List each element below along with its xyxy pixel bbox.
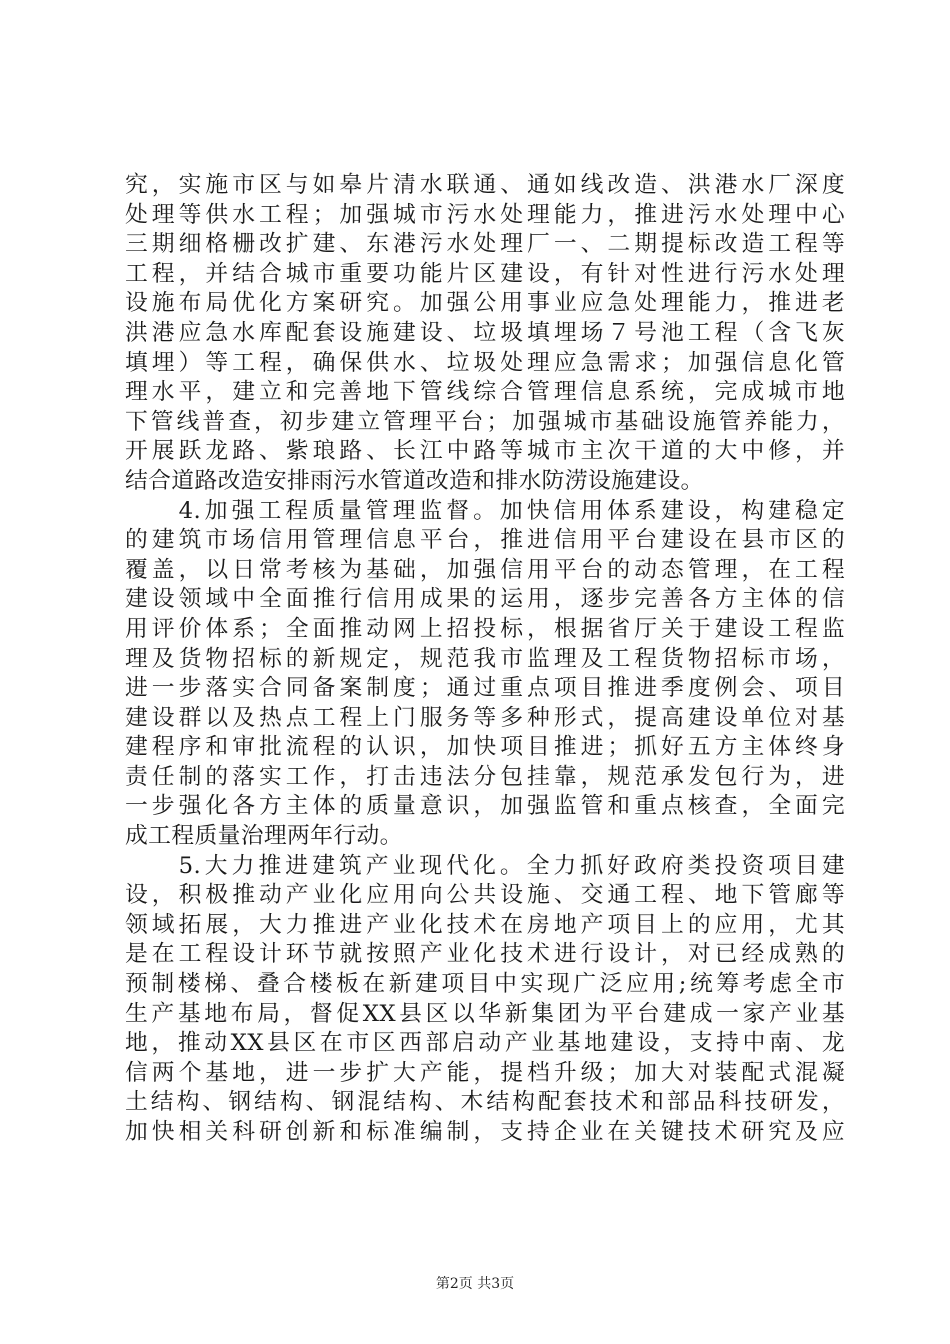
body-line: 结合道路改造安排雨污水管道改造和排水防涝设施建设。 bbox=[125, 467, 704, 494]
body-line: 设施布局优化方案研究。加强公用事业应急处理能力，推进老 bbox=[125, 290, 845, 317]
body-line: 领域拓展，大力推进产业化技术在房地产项目上的应用，尤其 bbox=[125, 911, 845, 938]
page-footer: 第2页 共3页 bbox=[435, 1276, 515, 1292]
body-line: 理及货物招标的新规定，规范我市监理及工程货物招标市场， bbox=[125, 645, 845, 672]
body-line: 下管线普查，初步建立管理平台；加强城市基础设施管养能力， bbox=[125, 408, 845, 435]
body-line: 4.加强工程质量管理监督。加快信用体系建设，构建稳定 bbox=[125, 497, 845, 524]
body-line: 预制楼梯、叠合楼板在新建项目中实现广泛应用;统筹考虑全市 bbox=[125, 971, 845, 998]
body-line: 理水平，建立和完善地下管线综合管理信息系统，完成城市地 bbox=[125, 379, 845, 406]
body-line: 的建筑市场信用管理信息平台，推进信用平台建设在县市区的 bbox=[125, 527, 845, 554]
body-line: 究，实施市区与如皋片清水联通、通如线改造、洪港水厂深度 bbox=[125, 172, 845, 198]
body-line: 工程，并结合城市重要功能片区建设，有针对性进行污水处理 bbox=[125, 260, 845, 287]
body-line: 进一步落实合同备案制度；通过重点项目推进季度例会、项目 bbox=[125, 675, 845, 702]
body-line: 生产基地布局，督促XX县区以华新集团为平台建成一家产业基 bbox=[125, 1000, 845, 1027]
body-line: 用评价体系；全面推动网上招投标，根据省厅关于建设工程监 bbox=[125, 615, 845, 642]
body-line: 建程序和审批流程的认识，加快项目推进；抓好五方主体终身 bbox=[125, 734, 845, 761]
body-line: 土结构、钢结构、钢混结构、木结构配套技术和部品科技研发， bbox=[125, 1089, 845, 1116]
body-line: 处理等供水工程；加强城市污水处理能力，推进污水处理中心 bbox=[125, 201, 845, 228]
body-line: 建设群以及热点工程上门服务等多种形式，提高建设单位对基 bbox=[125, 704, 845, 731]
body-line: 是在工程设计环节就按照产业化技术进行设计，对已经成熟的 bbox=[125, 941, 845, 968]
body-line: 信两个基地，进一步扩大产能，提档升级；加大对装配式混凝 bbox=[125, 1059, 845, 1086]
body-line: 责任制的落实工作，打击违法分包挂靠，规范承发包行为，进 bbox=[125, 763, 845, 790]
body-line: 地，推动XX县区在市区西部启动产业基地建设，支持中南、龙 bbox=[125, 1030, 845, 1057]
body-line: 三期细格栅改扩建、东港污水处理厂一、二期提标改造工程等 bbox=[125, 231, 845, 258]
document-body bbox=[125, 171, 845, 1148]
body-line: 开展跃龙路、紫琅路、长江中路等城市主次干道的大中修，并 bbox=[125, 438, 845, 465]
body-line: 5.大力推进建筑产业现代化。全力抓好政府类投资项目建 bbox=[125, 852, 845, 879]
body-line: 一步强化各方主体的质量意识，加强监管和重点核查，全面完 bbox=[125, 793, 845, 820]
body-line: 设，积极推动产业化应用向公共设施、交通工程、地下管廊等 bbox=[125, 882, 845, 909]
body-line: 填埋）等工程，确保供水、垃圾处理应急需求；加强信息化管 bbox=[125, 349, 845, 376]
body-line: 加快相关科研创新和标准编制，支持企业在关键技术研究及应 bbox=[125, 1119, 845, 1145]
body-line: 覆盖，以日常考核为基础，加强信用平台的动态管理，在工程 bbox=[125, 556, 845, 583]
body-line: 洪港应急水库配套设施建设、垃圾填埋场７号池工程（含飞灰 bbox=[125, 319, 845, 346]
body-line: 成工程质量治理两年行动。 bbox=[125, 823, 403, 850]
body-line: 建设领域中全面推行信用成果的运用，逐步完善各方主体的信 bbox=[125, 586, 845, 613]
